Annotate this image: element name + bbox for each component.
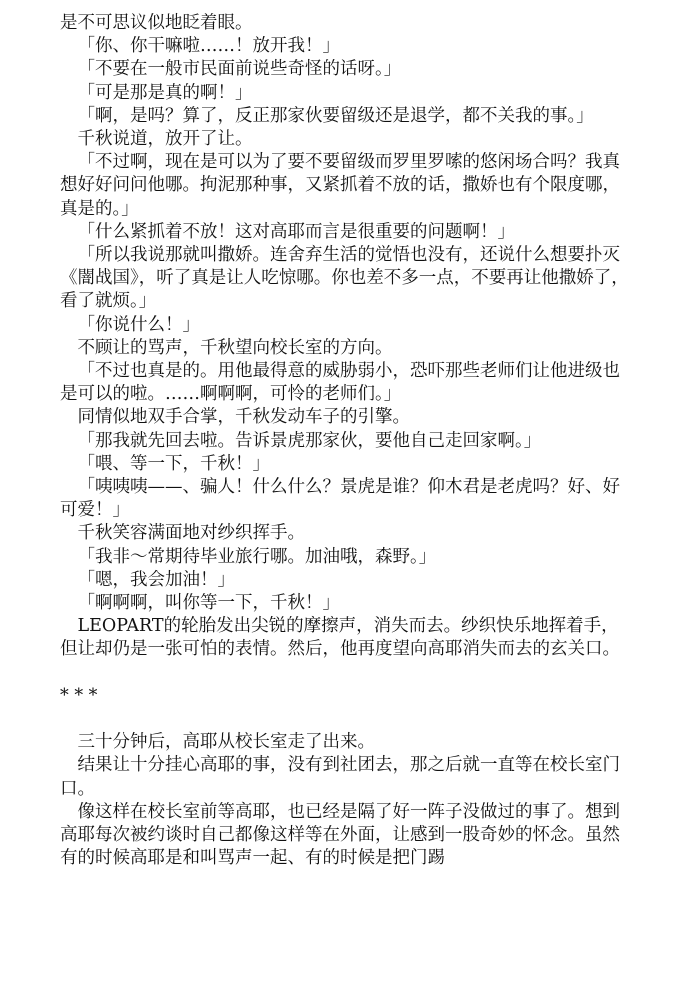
- paragraph: 「不过啊，现在是可以为了要不要留级而罗里罗嗦的悠闲场合吗？我真想好好问问他哪。拘泥那种事，又紧抓着不放的话，撒娇也有个限度哪，真是的。」: [60, 152, 620, 219]
- paragraph: 千秋说道，放开了让。: [77, 129, 253, 150]
- paragraph: 「啊，是吗？算了，反正那家伙要留级还是退学，都不关我的事。」: [77, 105, 594, 126]
- blank-line: [60, 662, 636, 685]
- paragraph: 「可是那是真的啊！」: [77, 82, 253, 103]
- paragraph: LEOPART的轮胎发出尖锐的摩擦声，消失而去。纱织快乐地挥着手，但让却仍是一张可怕的表情。然后，他再度望向高耶消失而去的玄关口。: [60, 616, 620, 660]
- paragraph: 「所以我说那就叫撒娇。连舍弃生活的觉悟也没有，还说什么想要扑灭《闇战国》，听了真是让人吃惊哪。你也差不多一点，不要再让他撒娇了，看了就烦。」: [60, 245, 629, 312]
- text-body-before-separator: [60, 12, 636, 662]
- paragraph: 「不要在一般市民面前说些奇怪的话呀。」: [77, 59, 402, 80]
- paragraph: 「我非～常期待毕业旅行哪。加油哦，森野。」: [77, 546, 437, 567]
- text-body-after-separator: [60, 731, 636, 870]
- paragraph: 「那我就先回去啦。告诉景虎那家伙，要他自己走回家啊。」: [77, 430, 542, 451]
- paragraph: 「你、你干嘛啦……！放开我！」: [77, 36, 340, 57]
- paragraph: 「你说什么！」: [77, 314, 200, 335]
- paragraph: 「咦咦咦——、骗人！什么什么？景虎是谁？仰木君是老虎吗？好、好可爱！」: [60, 477, 620, 521]
- paragraph: 结果让十分挂心高耶的事，没有到社团去，那之后就一直等在校长室门口。: [60, 755, 620, 799]
- paragraph: 「喂、等一下，千秋！」: [77, 453, 270, 474]
- paragraph: 「什么紧抓着不放！这对高耶而言是很重要的问题啊！」: [77, 221, 515, 242]
- section-separator: * * *: [60, 685, 98, 706]
- paragraph: 「啊啊啊，叫你等一下，千秋！」: [77, 593, 340, 614]
- paragraph: 像这样在校长室前等高耶，也已经是隔了好一阵子没做过的事了。想到高耶每次被约谈时自己都像这样等在外面，让感到一股奇妙的怀念。虽然有的时候高耶是和叫骂声一起、有的时候是把门踢: [60, 801, 620, 869]
- paragraph: 千秋笑容满面地对纱织挥手。: [77, 523, 305, 544]
- paragraph: 「不过也真是的。用他最得意的威胁弱小，恐吓那些老师们让他进级也是可以的啦。……啊啊啊，可怜的老师们。」: [60, 361, 620, 405]
- paragraph: 三十分钟后，高耶从校长室走了出来。: [77, 732, 375, 753]
- document-page: [60, 12, 636, 870]
- paragraph: 不顾让的骂声，千秋望向校长室的方向。: [77, 337, 393, 358]
- paragraph: 同情似地双手合掌，千秋发动车子的引擎。: [77, 407, 410, 428]
- blank-line: [60, 708, 636, 731]
- paragraph: 是不可思议似地眨着眼。: [60, 13, 253, 33]
- paragraph: 「嗯，我会加油！」: [77, 569, 235, 590]
